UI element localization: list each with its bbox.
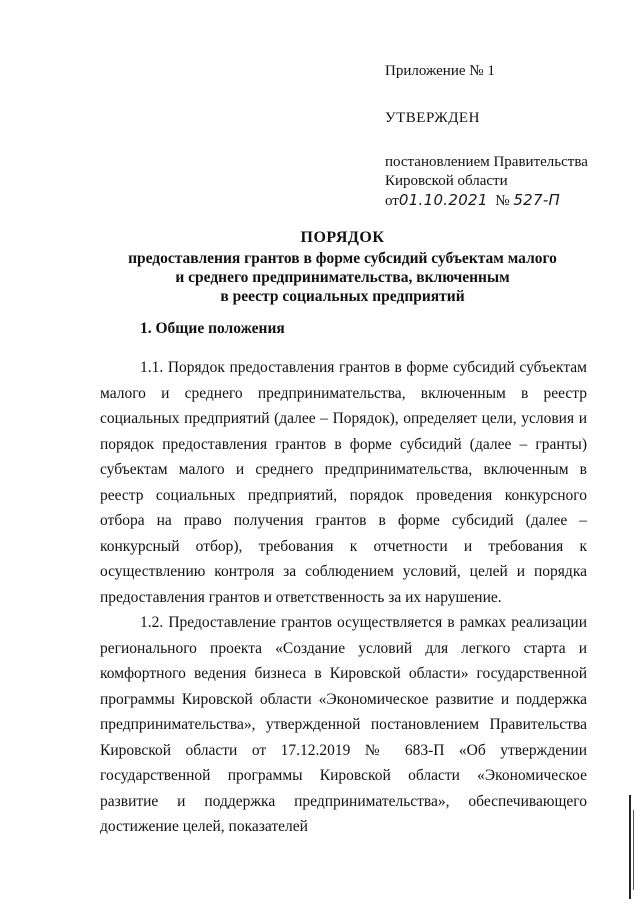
decree-number-label: № (495, 193, 510, 209)
section-body (100, 355, 587, 840)
paragraph-1-2: 1.2. Предоставление грантов осуществляется в рамках реализации регионального проекта «Создание условий для легкого старта и комфортного ведения бизнеса в Кировской области» государственной программы Кировской области «Экономическое развитие и поддержка предпринимательства», утвержденной постановлением Правительства Кировской области от 17.12.2019 № 683-П «Об утверждении государственной программы Кировской области «Экономическое развитие и поддержка предпринимательства», обеспечивающего достижение целей, показателей (100, 614, 587, 835)
approved-label: УТВЕРЖДЕН (385, 110, 480, 126)
scan-edge-mark (629, 795, 631, 899)
paragraph-1-1: 1.1. Порядок предоставления грантов в форме субсидий субъектам малого и среднего предпринимательства, включенным в реестр социальных предприятий (далее – Порядок), определяет цели, условия и порядок предоставления грантов в форме субсидий (далее – гранты) субъектам малого и среднего предпринимательства, включенным в реестр социальных предприятий, порядок проведения конкурсного отбора на право получения грантов в форме субсидий (далее – конкурсный отбор), требования к отчетности и требования к осуществлению контроля за соблюдением условий, целей и порядка предоставления грантов и ответственность за их нарушение. (100, 359, 587, 606)
section-heading: 1. Общие положения (140, 320, 285, 337)
document-title-block (100, 228, 585, 306)
document-title: ПОРЯДОК (300, 229, 385, 246)
decree-date: 01.10.2021 (398, 191, 488, 209)
decree-line-1: постановлением Правительства (385, 154, 588, 170)
appendix-label: Приложение № 1 (385, 63, 495, 79)
document-subtitle-line-3: в реестр социальных предприятий (220, 288, 465, 305)
decree-from-label: от (385, 193, 399, 209)
approval-stamp-block (385, 62, 625, 211)
decree-reference (385, 191, 625, 211)
scan-edge-mark-secondary (633, 810, 634, 890)
document-subtitle-line-2: и среднего предпринимательства, включенным (175, 269, 510, 286)
document-subtitle-line-1: предоставления грантов в форме субсидий субъектам малого (128, 250, 557, 267)
decree-number: 527-П (513, 191, 561, 209)
decree-line-2: Кировской области (385, 173, 508, 189)
